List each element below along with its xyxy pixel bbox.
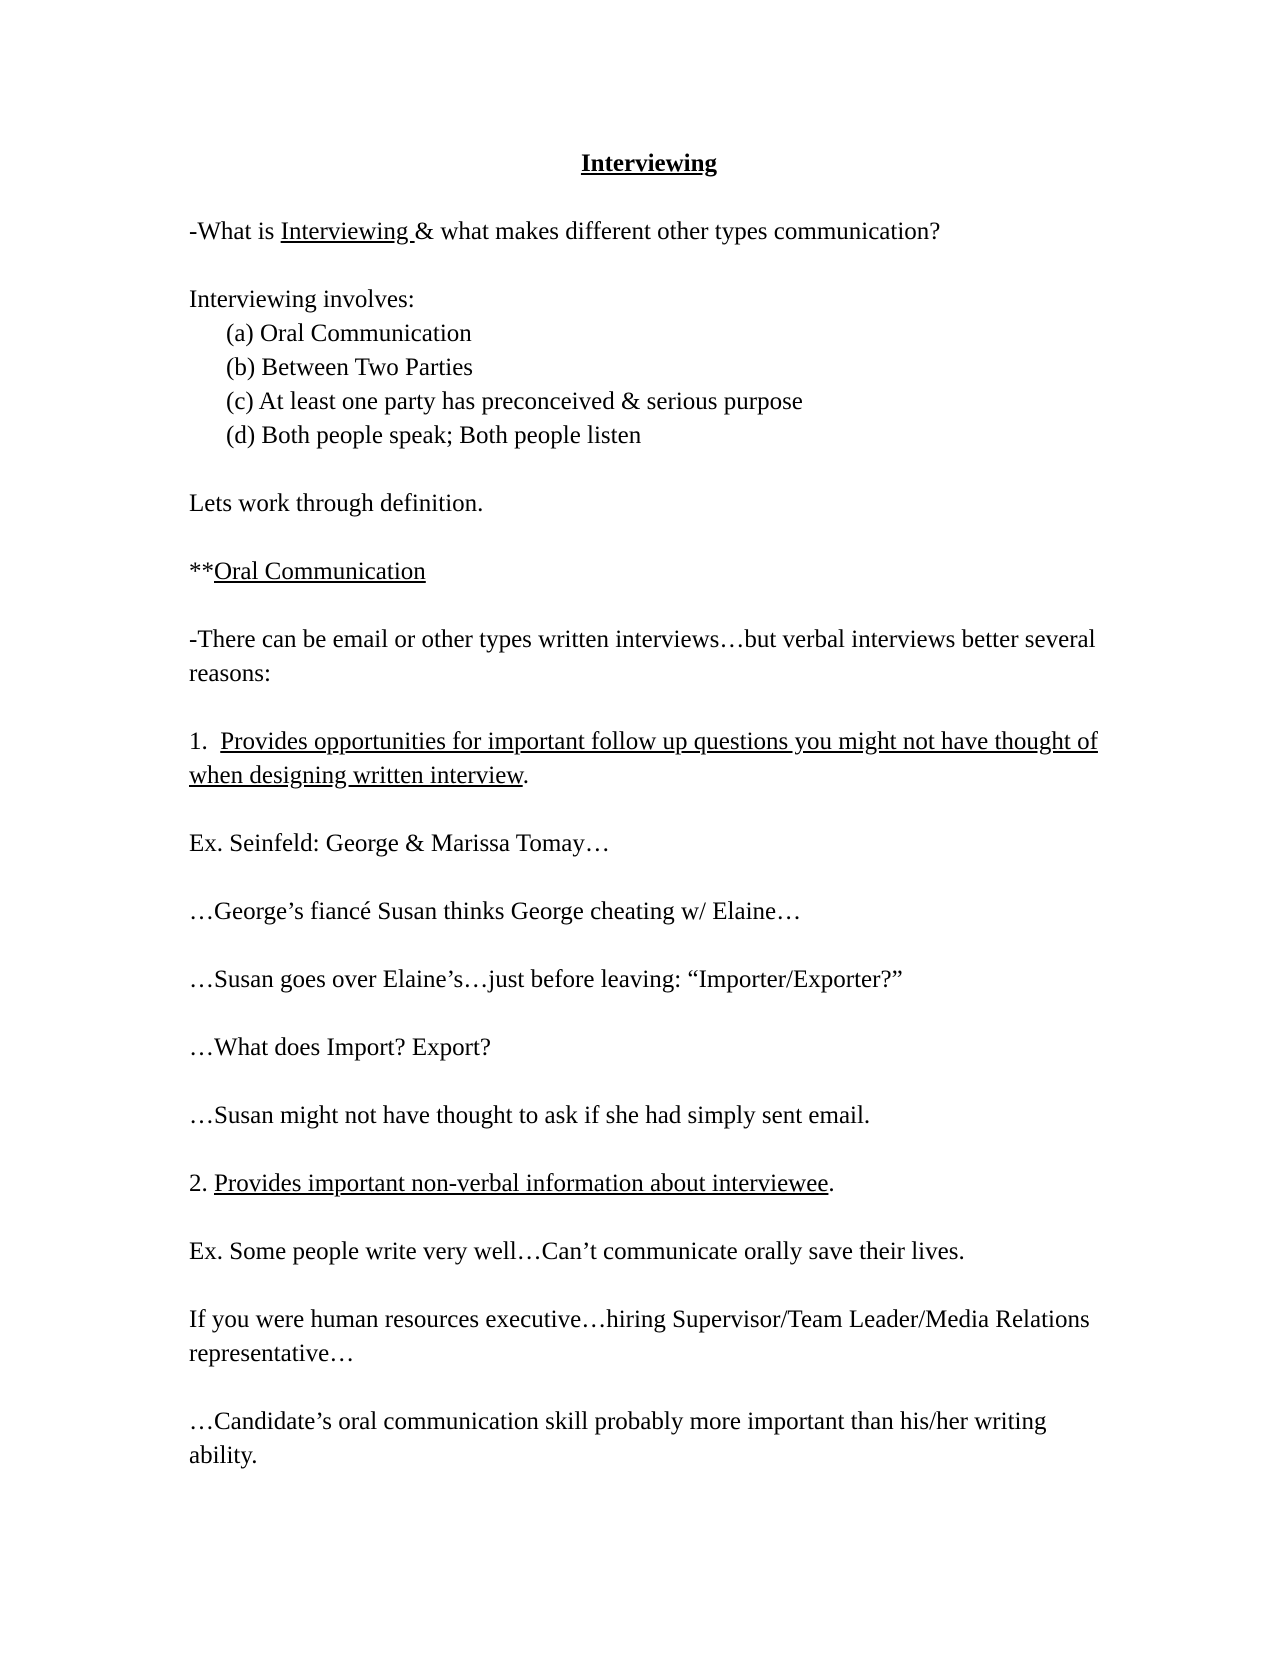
candidate-paragraph: …Candidate’s oral communication skill probably more important than his/her writing ability. — [189, 1408, 1047, 1469]
document-page — [189, 147, 1109, 1473]
spacer — [189, 1133, 1109, 1167]
susan-might-paragraph: …Susan might not have thought to ask if she had simply sent email. — [189, 1102, 871, 1129]
spacer — [189, 691, 1109, 725]
some-people-example: Ex. Some people write very well…Can’t communicate orally save their lives. — [189, 1238, 965, 1265]
spacer — [189, 1269, 1109, 1303]
email-paragraph: -There can be email or other types written interviews…but verbal interviews better several reasons: — [189, 626, 1096, 687]
spacer — [189, 929, 1109, 963]
spacer — [189, 793, 1109, 827]
point-2-text: Provides important non-verbal information about interviewee — [214, 1170, 829, 1197]
spacer — [189, 521, 1109, 555]
question-paragraph — [189, 215, 1109, 249]
list-item: (d) Both people speak; Both people listen — [226, 422, 642, 449]
spacer — [189, 453, 1109, 487]
point-1-text: Provides opportunities for important follow up questions you might not have thought of when designing written interview — [189, 728, 1098, 789]
what-import-paragraph: …What does Import? Export? — [189, 1034, 491, 1061]
point-1-paragraph — [189, 725, 1109, 793]
involves-heading: Interviewing involves: — [189, 286, 415, 313]
george-fiance-paragraph: …George’s fiancé Susan thinks George cheating w/ Elaine… — [189, 898, 802, 925]
list-item: (c) At least one party has preconceived & serious purpose — [226, 388, 803, 415]
seinfeld-example: Ex. Seinfeld: George & Marissa Tomay… — [189, 830, 610, 857]
page-title: Interviewing — [580, 150, 718, 177]
question-rest: & what makes different other types communication? — [414, 218, 941, 245]
spacer — [189, 1201, 1109, 1235]
spacer — [189, 1065, 1109, 1099]
point-2-number: 2. — [189, 1170, 214, 1197]
list-item: (b) Between Two Parties — [226, 354, 474, 381]
point-1-number: 1. — [189, 728, 221, 755]
oral-prefix: ** — [189, 558, 214, 585]
oral-heading: Oral Communication — [214, 558, 426, 585]
susan-goes-paragraph: …Susan goes over Elaine’s…just before leaving: “Importer/Exporter?” — [189, 966, 903, 993]
spacer — [189, 861, 1109, 895]
spacer — [189, 589, 1109, 623]
point-1-end: . — [522, 762, 529, 789]
point-2-end: . — [828, 1170, 835, 1197]
question-prefix: -What is — [189, 218, 281, 245]
spacer — [189, 1371, 1109, 1405]
list-item: (a) Oral Communication — [226, 320, 472, 347]
involves-list — [189, 317, 1109, 453]
lets-work-paragraph: Lets work through definition. — [189, 490, 484, 517]
question-term: Interviewing — [280, 218, 415, 245]
hr-executive-paragraph: If you were human resources executive…hiring Supervisor/Team Leader/Media Relations representative… — [189, 1306, 1090, 1367]
spacer — [189, 249, 1109, 283]
spacer — [189, 181, 1109, 215]
oral-heading-paragraph — [189, 555, 1109, 589]
spacer — [189, 997, 1109, 1031]
point-2-paragraph — [189, 1167, 1109, 1201]
